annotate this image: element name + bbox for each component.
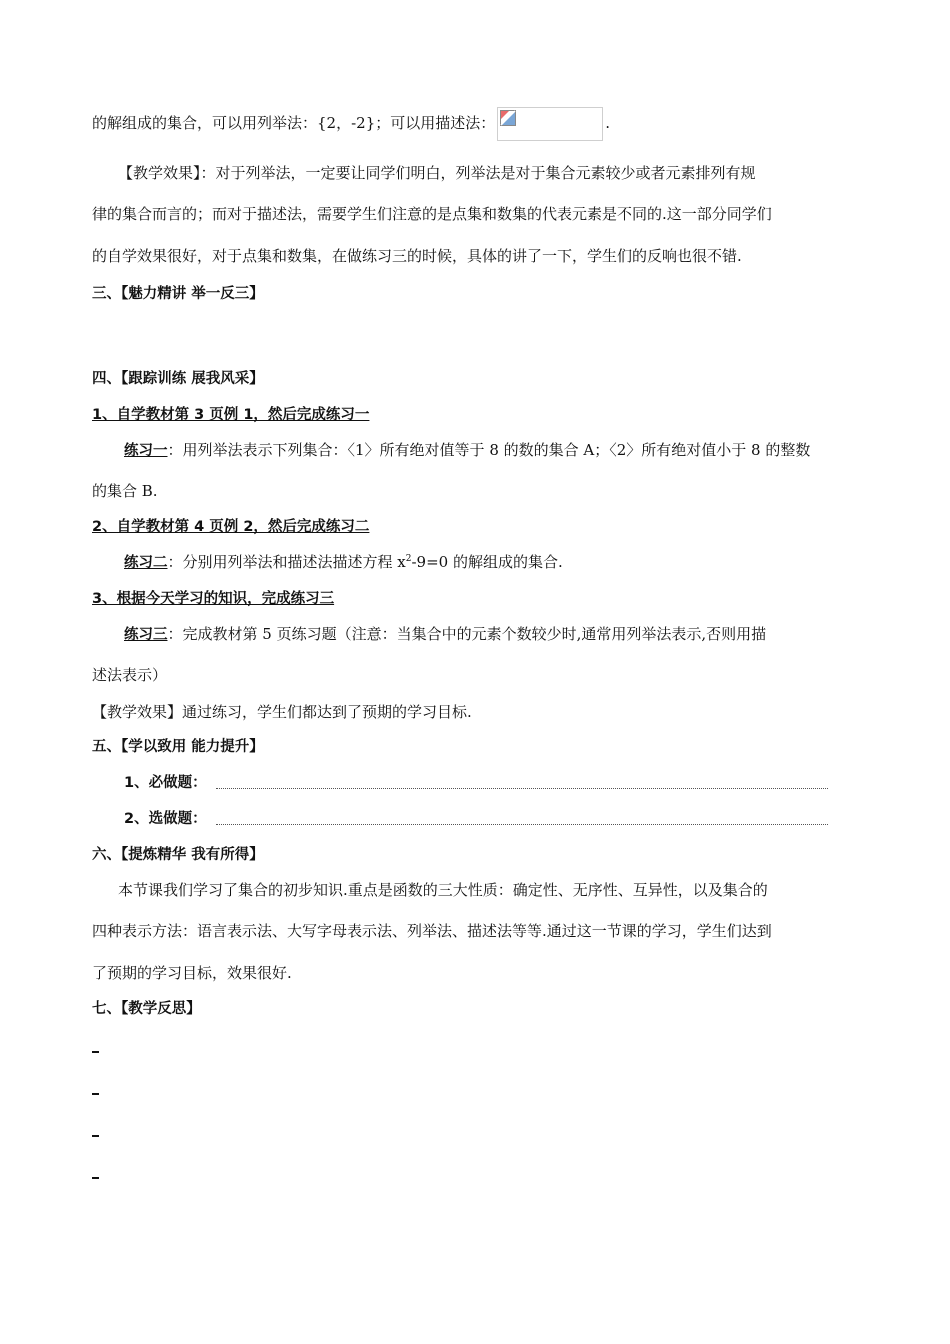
optional-label: 2、选做题： (124, 811, 207, 827)
section-6-heading: 六、【提炼精华 我有所得】 (92, 847, 264, 863)
exercise-2-text-a: ：分别用列举法和描述法描述方程 x (167, 553, 406, 571)
exercise-2-line (124, 552, 563, 573)
optional-answer-line[interactable] (216, 824, 828, 825)
section-4-heading: 四、【跟踪训练 展我风采】 (92, 371, 264, 387)
section-5-heading: 五、【学以致用 能力提升】 (92, 739, 264, 755)
exercise-3-label: 练习三 (124, 627, 168, 643)
section-7-heading: 七、【教学反思】 (92, 1001, 201, 1017)
required-label: 1、必做题： (124, 775, 207, 791)
effect2-text: 【教学效果】通过练习，学生们都达到了预期的学习目标. (92, 703, 472, 721)
summary-line2: 四种表示方法：语言表示法、大写字母表示法、列举法、描述法等等.通过这一节课的学习，学生们达到 (92, 922, 772, 940)
effect1-line3: 的自学效果很好，对于点集和数集，在做练习三的时候，具体的讲了一下，学生们的反响也很不错. (92, 247, 742, 265)
exercise-1-text: ：用列举法表示下列集合：〈1〉所有绝对值等于 8 的数的集合 A；〈2〉所有绝对值小于 8 的整数 (167, 441, 811, 459)
effect1-line1: 【教学效果】：对于列举法，一定要让同学们明白，列举法是对于集合元素较少或者元素排列有规 (118, 164, 756, 182)
exercise-2-label: 练习二 (124, 555, 168, 571)
step-3-title: 3、根据今天学习的知识，完成练习三 (92, 591, 335, 607)
exercise-2-text-b: -9=0 的解组成的集合. (411, 553, 563, 571)
broken-image-placeholder (497, 107, 603, 141)
intro-end: . (605, 114, 611, 132)
exercise-1-line2: 的集合 B. (92, 482, 158, 500)
reflection-blank-1 (92, 1051, 99, 1053)
step-1-title: 1、自学教材第 3 页例 1，然后完成练习一 (92, 407, 370, 423)
exercise-3-text: ：完成教材第 5 页练习题（注意：当集合中的元素个数较少时,通常用列举法表示,否则用描 (167, 625, 767, 643)
section-3-heading: 三、【魅力精讲 举一反三】 (92, 286, 264, 302)
exercise-3-line2: 述法表示） (92, 666, 168, 684)
reflection-blank-4 (92, 1177, 99, 1179)
effect1-line2: 律的集合而言的；而对于描述法，需要学生们注意的是点集和数集的代表元素是不同的.这一部分同学们 (92, 205, 772, 223)
required-answer-line[interactable] (216, 788, 828, 789)
exercise-1-line (124, 440, 810, 461)
summary-line1: 本节课我们学习了集合的初步知识.重点是函数的三大性质：确定性、无序性、互异性，以及集合的 (118, 881, 768, 899)
step-2-title: 2、自学教材第 4 页例 2，然后完成练习二 (92, 519, 370, 535)
exercise-2-exponent: 2 (405, 554, 412, 564)
intro-line (92, 107, 610, 141)
broken-image-icon (500, 110, 516, 126)
exercise-1-label: 练习一 (124, 443, 168, 459)
exercise-3-line (124, 624, 766, 645)
reflection-blank-2 (92, 1093, 99, 1095)
intro-text: 的解组成的集合，可以用列举法：{2，-2}；可以用描述法： (92, 114, 496, 132)
summary-line3: 了预期的学习目标，效果很好. (92, 964, 292, 982)
reflection-blank-3 (92, 1135, 99, 1137)
